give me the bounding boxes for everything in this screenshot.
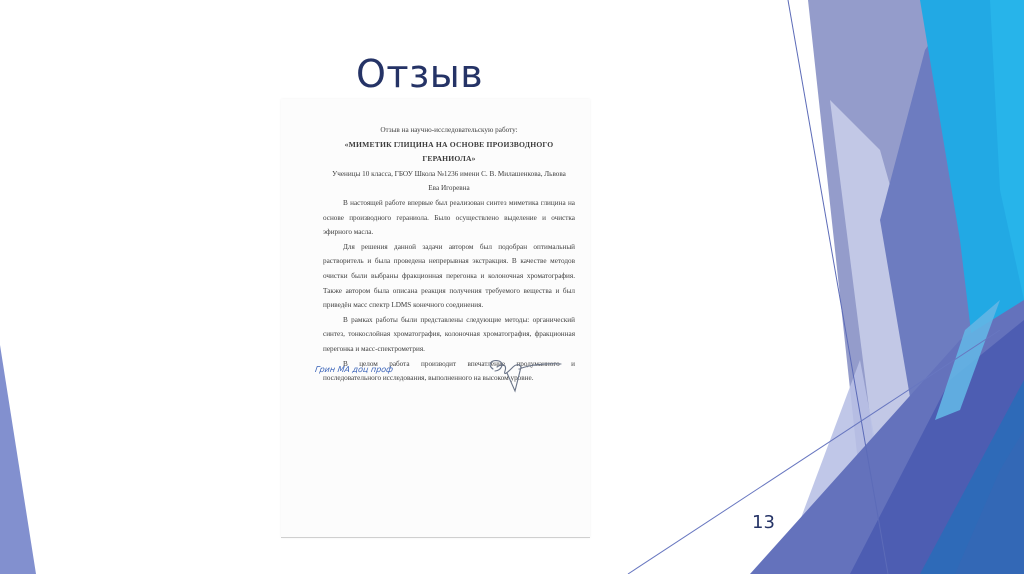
document-heading-line2: ГЕРАНИОЛА» <box>422 154 476 164</box>
document-paragraph: В настоящей работе впервые был реализован синтез миметика глицина на основе производного гераниола. Было осуществлено выделение и очистка эфирного масла. <box>323 198 575 237</box>
document-paragraph: В целом работа производит впечатление продуманного и последовательного исследования, выполненного на высоком уровне. <box>323 359 575 383</box>
document-intro: Отзыв на научно-исследовательскую работу: <box>380 126 518 134</box>
document-author-line1: Ученицы 10 класса, ГБОУ Школа №1236 имени С. В. Милашенкова, Львова <box>332 169 566 178</box>
signature-row <box>315 361 565 401</box>
document-heading-line1: «МИМЕТИК ГЛИЦИНА НА ОСНОВЕ ПРОИЗВОДНОГО <box>344 139 554 149</box>
handwritten-note: Грин МА доц проф <box>314 365 394 374</box>
document-paragraph: Для решения данной задачи автором был подобран оптимальный растворитель и была проведена непрерывная экстракция. В качестве методов очистки были выбраны фракционная перегонка и колоночная хроматография. Также автором была описана реакция получения требуемого вещества и был приведён масс спектр LDMS конечного соединения. <box>323 242 575 310</box>
signature-icon <box>485 355 565 395</box>
document-author-line2: Ева Игоревна <box>428 184 470 193</box>
document-body <box>323 123 575 386</box>
document-paragraph: В рамках работы были представлены следующие методы: органический синтез, тонкослойная хроматография, колоночная хроматография, фракционная перегонка и масс-спектрометрия. <box>323 315 575 353</box>
slide-title: Отзыв <box>356 52 484 96</box>
scanned-document <box>281 99 590 538</box>
page-number: 13 <box>752 512 775 533</box>
